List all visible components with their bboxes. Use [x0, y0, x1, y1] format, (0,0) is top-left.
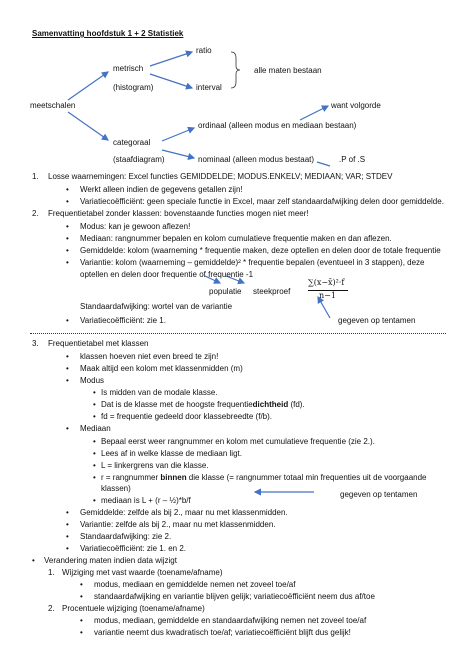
label-staafdiagram: (staafdiagram) — [113, 155, 165, 164]
bullet-icon: • — [93, 388, 96, 397]
bullet-icon: • — [66, 532, 69, 541]
label-populatie: populatie — [209, 287, 242, 296]
label-steekproef: steekproef — [253, 287, 291, 296]
section-heading: Frequentietabel met klassen — [48, 339, 149, 348]
arrow-to-nominaal — [162, 150, 194, 158]
bullet-icon: • — [66, 222, 69, 231]
bullet-icon: • — [93, 461, 96, 470]
bullet-icon: • — [66, 197, 69, 206]
label-metrisch: metrisch — [113, 64, 144, 73]
list-item: modus, mediaan en gemiddelde nemen net zoveel toe/af — [94, 580, 296, 589]
list-item: Werkt alleen indien de gegevens getallen zijn! — [80, 185, 243, 194]
list-item: Variatiecoëfficiënt: zie 1. en 2. — [80, 544, 186, 553]
list-item: Maak altijd een kolom met klassenmidden (m) — [80, 364, 243, 373]
list-item: modus, mediaan, gemiddelde en standaardafwijking nemen net zoveel toe/af — [94, 616, 367, 625]
list-item: variantie neemt dus kwadratisch toe/af; variatiecoëfficiënt blijft dus gelijk! — [94, 628, 351, 637]
list-item: Mediaan: rangnummer bepalen en kolom cumulatieve frequentie maken en dan aflezen. — [80, 234, 392, 243]
section-number: 2. — [32, 209, 39, 218]
label-meetschalen: meetschalen — [30, 101, 76, 110]
arrow-to-want-volgorde — [300, 106, 328, 120]
bullet-icon: • — [80, 628, 83, 637]
list-item: standaardafwijking en variantie blijven gelijk; variatiecoëfficiënt neem dus af/toe — [94, 592, 375, 601]
label-interval: interval — [196, 83, 222, 92]
arrow-to-ordinaal — [162, 128, 194, 141]
bullet-icon: • — [66, 424, 69, 433]
bullet-icon: • — [93, 412, 96, 421]
bullet-icon: • — [66, 544, 69, 553]
section-number: 1. — [32, 172, 39, 181]
list-item-continued: optellen en delen door frequentie of frequentie -1 — [80, 270, 254, 279]
list-item: klassen hoeven niet even breed te zijn! — [80, 352, 219, 361]
brace — [231, 52, 240, 88]
list-item: Modus — [80, 376, 105, 385]
dotted-divider — [30, 333, 446, 334]
label-categoraal: categoraal — [113, 138, 151, 147]
label-ordinaal: ordinaal (alleen modus en mediaan bestaan) — [198, 121, 357, 130]
bullet-icon: • — [66, 520, 69, 529]
sub-list-item: Dat is de klasse met de hoogste frequentiedichtheid (fd). — [101, 400, 305, 409]
bullet-icon: • — [80, 580, 83, 589]
list-item: Modus: kan je gewoon aflezen! — [80, 222, 191, 231]
bullet-icon: • — [93, 449, 96, 458]
formula-numerator: ∑(x−x̄)²·f — [308, 278, 345, 287]
bullet-icon: • — [32, 556, 35, 565]
bullet-icon: • — [66, 352, 69, 361]
list-item: Standaardafwijking: zie 2. — [80, 532, 172, 541]
section-number: 1. — [48, 568, 55, 577]
arrow-to-ratio — [150, 52, 192, 66]
sub-list-item: Bepaal eerst weer rangnummer en kolom met cumulatieve frequentie (zie 2.). — [101, 437, 375, 446]
label-want-volgorde: want volgorde — [331, 101, 381, 110]
bullet-icon: • — [66, 246, 69, 255]
formula-denominator: n−1 — [319, 291, 336, 300]
sub-heading: Wijziging met vast waarde (toename/afname) — [62, 568, 223, 577]
bullet-icon: • — [93, 400, 96, 409]
bullet-icon: • — [93, 496, 96, 505]
list-item: Gemiddelde: kolom (waarneming * frequentie maken, deze optellen en delen door de totale frequentie — [80, 246, 441, 255]
bullet-icon: • — [66, 364, 69, 373]
label-pos: .P of .S — [339, 155, 366, 164]
label-alle-maten: alle maten bestaan — [254, 66, 322, 75]
sub-list-item: Is midden van de modale klasse. — [101, 388, 218, 397]
arrow-to-categoraal — [68, 112, 108, 140]
list-item: Mediaan — [80, 424, 111, 433]
bullet-icon: • — [66, 508, 69, 517]
list-item: Variatiecoëfficiënt: zie 1. — [80, 316, 166, 325]
list-item: Gemiddelde: zelfde als bij 2., maar nu met klassenmidden. — [80, 508, 288, 517]
section-number: 2. — [48, 604, 55, 613]
label-gegeven: gegeven op tentamen — [340, 490, 418, 499]
bullet-icon: • — [80, 616, 83, 625]
section-number: 3. — [32, 339, 39, 348]
sub-list-item: L = linkergrens van die klasse. — [101, 461, 209, 470]
list-item: Variatiecoëfficiënt: geen speciale functie in Excel, maar zelf standaardafwijking delen door gemiddelde. — [80, 197, 444, 206]
section-heading: Frequentietabel zonder klassen: bovenstaande functies mogen niet meer! — [48, 209, 309, 218]
section-heading: Losse waarnemingen: Excel functies GEMIDDELDE; MODUS.ENKELV; MEDIAAN; VAR; STDEV — [48, 172, 393, 181]
section-heading: Verandering maten indien data wijzigt — [44, 556, 177, 565]
sub-list-item: Lees af in welke klasse de mediaan ligt. — [101, 449, 242, 458]
bullet-icon: • — [93, 437, 96, 446]
label-gegeven: gegeven op tentamen — [338, 316, 416, 325]
arrow-to-pos — [317, 162, 330, 166]
bullet-icon: • — [80, 592, 83, 601]
label-nominaal: nominaal (alleen modus bestaat) — [198, 155, 315, 164]
bullet-icon: • — [66, 376, 69, 385]
arrow-to-interval — [150, 74, 192, 88]
sub-list-item: mediaan is L + (r – ½)*b/f — [101, 496, 191, 505]
page-title: Samenvatting hoofdstuk 1 + 2 Statistiek — [32, 29, 184, 38]
arrow-to-metrisch — [68, 72, 108, 100]
bullet-icon: • — [93, 473, 96, 482]
sub-heading: Procentuele wijziging (toename/afname) — [62, 604, 205, 613]
label-histogram: (histogram) — [113, 83, 154, 92]
bullet-icon: • — [66, 185, 69, 194]
sub-list-item: fd = frequentie gedeeld door klassebreedte (f/b). — [101, 412, 272, 421]
list-item: Variantie: zelfde als bij 2., maar nu met klassenmidden. — [80, 520, 276, 529]
list-item: Standaardafwijking: wortel van de variantie — [80, 302, 233, 311]
list-item: Variantie: kolom (waarneming – gemiddelde)² * frequentie bepalen (eventueel in 3 stappen), deze — [80, 258, 425, 267]
bullet-icon: • — [66, 258, 69, 267]
bullet-icon: • — [66, 316, 69, 325]
label-ratio: ratio — [196, 46, 212, 55]
sub-list-item: r = rangnummer binnen die klasse (= rangnummer totaal min frequenties uit de voorgaande — [101, 473, 427, 482]
bullet-icon: • — [66, 234, 69, 243]
sub-list-item-continued: klassen) — [101, 484, 131, 493]
